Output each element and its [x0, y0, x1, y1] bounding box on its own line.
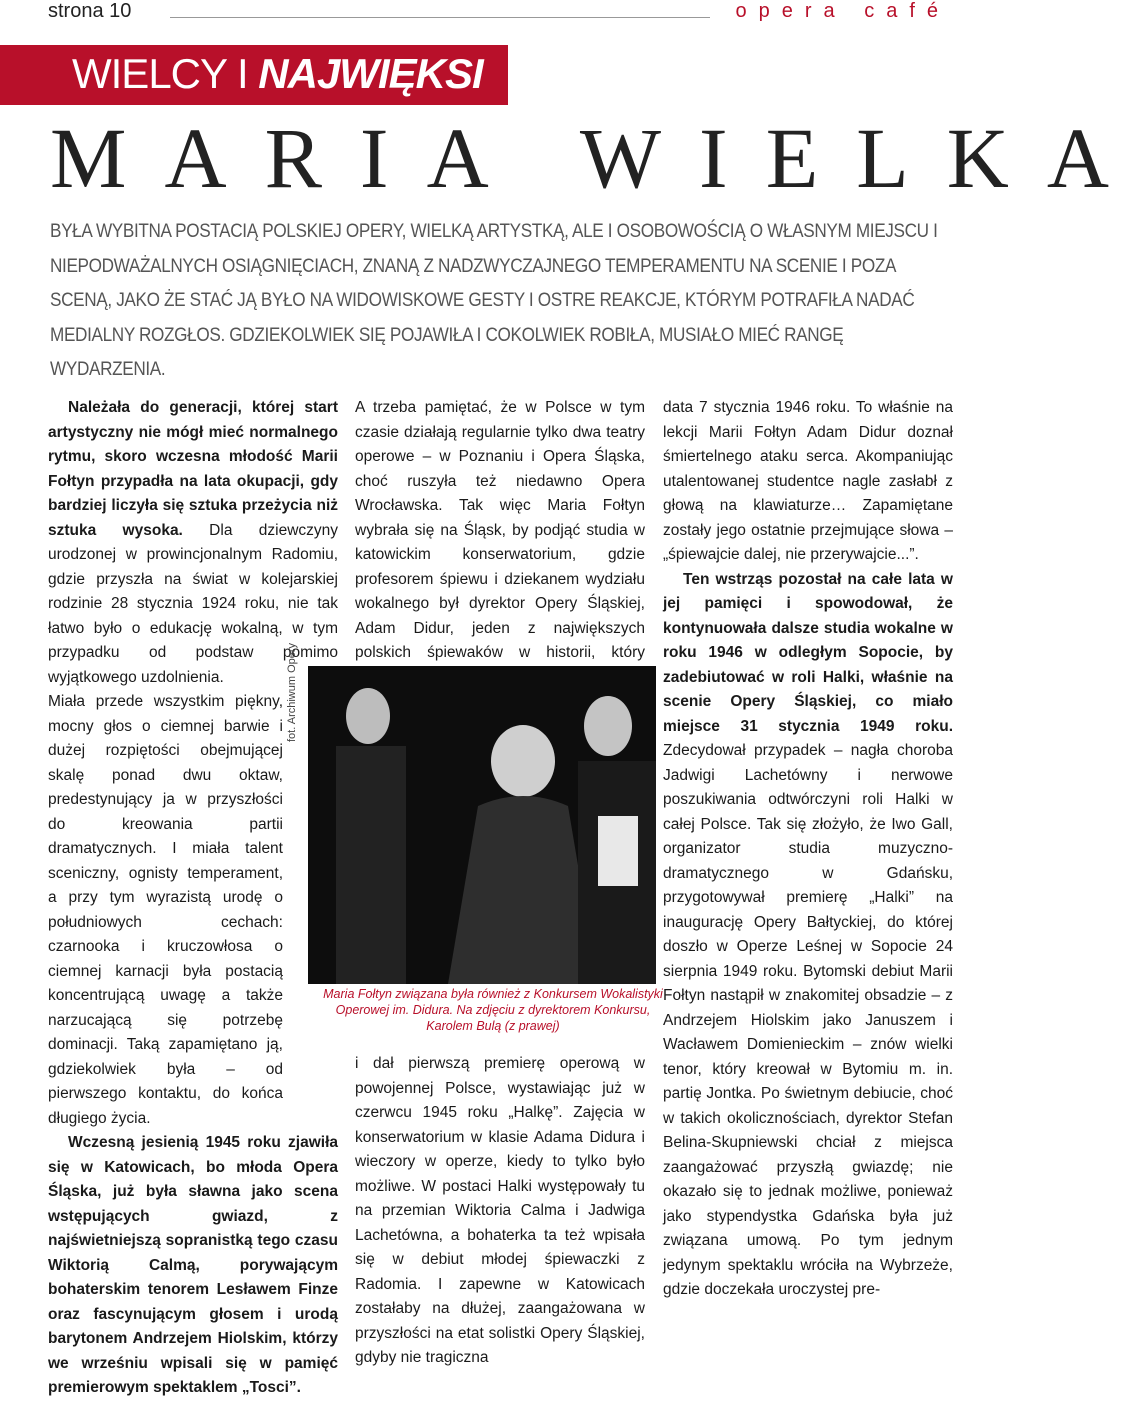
page-number: strona 10 [48, 0, 132, 22]
paragraph-bold: Wczesną jesienią 1945 roku zjawiła się w Katowicach, bo młoda Opera Śląska, już była sławna jako scena wstępujących gwiazd, z najświetniejszą sopranistką tego czasu Wiktorią Calmą, porywającym bohaterskim tenorem Lesławem Finze oraz fascynującym głosem i urodą barytonem Andrzejem Hiolskim, którzy we wrześniu wpisali się w pamięć premierowym spektaklem „Tosci”. [48, 1134, 338, 1396]
bold-intro: Należała do generacji, której start artystyczny nie mógł mieć normalnego rytmu, skoro wczesna młodość Marii Fołtyn przypadła na lata okupacji, gdy bardziej liczyła się sztuka przeżycia niż sztuka wysoka. [48, 399, 338, 539]
column-1 [48, 396, 338, 1401]
section-emphasis: NAJWIĘKSI [258, 50, 483, 97]
photo-illustration [308, 666, 656, 984]
paragraph: i dał pierwszą premierę operową w powojennej Polsce, wystawiając już w czerwcu 1945 roku „Halkę”. Zajęcia w konserwatorium w klasie Adama Didura i wieczory w operze, kiedy to tylko było możliwe. W postaci Halki występowały tu na przemian Wiktoria Calma i Jadwiga Lachetówna, a bohaterka ta też wpisała się w debiut młodej śpiewaczki z Radomia. I zapewne w Katowicach zostałaby na dłużej, zaangażowana w przyszłości na etat solistki Opery Śląskiej, gdyby nie tragiczna [355, 1055, 645, 1366]
bold-text: Ten wstrząs pozostał na całe lata w jej pamięci i spowodował, że kontynuowała dalsze studia wokalne w roku 1946 w odległym Sopocie, by zadebiutować w roli Halki, właśnie na scenie Opery Śląskiej, co miało miejsce 31 stycznia 1949 roku. [663, 570, 953, 735]
body-text: Zdecydował przypadek – nagła choroba Jadwigi Lachetówny i nerwowe poszukiwania odtwórczyni roli Halki w całej Polsce. Tak się złożyło, że Iwo Gall, organizator studia muzyczno-dramatycznego w Gdańsku, przygotowywał premierę „Halki” na inaugurację Opery Bałtyckiej, do której doszło w Operze Leśnej w Sopocie 24 sierpnia 1949 roku. Bytomski debiut Marii Fołtyn nastąpił w znakomitej obsadzie – z Andrzejem Hiolskim jako Januszem i Wacławem Domienieckim – znów wielki tenor, który kreował w Bytomiu m. in. partię Jontka. Po świetnym debiucie, choć w takich okolicznościach, dyrektor Stefan Belina-Skupniewski chciał z miejsca zaangażować przyszłą gwiazdę; nie okazało się to jednak możliwe, ponieważ jako stypendystka Gdańska była już związana umową. Po tym jednym jedynym spektaklu wróciła na Wybrzeże, gdzie doczekała uroczystej pre- [663, 742, 953, 1298]
header-rule [170, 17, 710, 18]
section-title [72, 50, 483, 98]
article-title: MARIA WIELKA [50, 110, 1147, 206]
paragraph [663, 568, 953, 1303]
paragraph: data 7 stycznia 1946 roku. To właśnie na lekcji Marii Fołtyn Adam Didur doznał śmiertelnego ataku serca. Akompaniując utalentowanej studentce nagle zasłabł z głową na klawiaturze… Zapamiętane zostały jego ostatnie przejmujące słowa – „śpiewajcie dalej, nie przerywajcie...”. [663, 399, 953, 563]
column-2-continued [355, 1052, 645, 1371]
paragraph: A trzeba pamiętać, że w Polsce w tym czasie działają regularnie tylko dwa teatry operowe – w Poznaniu i Opera Śląska, choć ruszyła też niedawno Opera Wrocławska. Tak więc Maria Fołtyn wybrała się na Śląsk, by podjąć studia w katowickim konserwatorium, gdzie profesorem śpiewu i dziekanem wydziału wokalnego był dyrektor Opery Śląskiej, Adam Didur, jeden z największych polskich śpiewaków w historii, który [355, 399, 645, 661]
photo [308, 666, 656, 984]
photo-caption: Maria Fołtyn związana była również z Konkursem Wokalistyki Operowej im. Didura. Na zdjęciu z dyrektorem Konkursu, Karolem Bulą (z prawej) [323, 987, 663, 1033]
article-lead: BYŁA WYBITNA POSTACIĄ POLSKIEJ OPERY, WIELKĄ ARTYSTKĄ, ALE I OSOBOWOŚCIĄ O WŁASNYM MIEJSCU I NIEPODWAŻALNYCH OSIĄGNIĘCIACH, ZNANĄ Z NADZWYCZAJNEGO TEMPERAMENTU NA SCENIE I POZA SCENĄ, JAKO ŻE STAĆ JĄ BYŁO NA WIDOWISKOWE GESTY I OSTRE REAKCJE, KTÓRYM POTRAFIŁA NADAĆ MEDIALNY ROZGŁOS. GDZIEKOLWIEK SIĘ POJAWIŁA I COKOLWIEK ROBIŁA, MUSIAŁO MIEĆ RANGĘ WYDARZENIA. [50, 220, 938, 380]
paragraph: Miała przede wszystkim piękny, mocny głos o ciemnej barwie i dużej rozpiętości obejmującej skalę ponad dwu oktaw, predestynujący ja w przyszłości do kreowania partii dramatycznych. I miała talent sceniczny, ognisty temperament, a przy tym wyrazistą urodę o południowych cechach: czarnooka i kruczowłosa o ciemnej karnacji była postacią koncentrującą uwagę a także narzucającą się potrzebę dominacji. Taką zapamiętano ją, gdziekolwiek była – od pierwszego kontaktu, do końca długiego życia. [48, 693, 283, 1127]
magazine-name: opera café [735, 0, 950, 22]
section-prefix: WIELCY I [72, 50, 259, 97]
photo-credit: fot. Archiwum Opery [286, 642, 298, 742]
column-2 [355, 396, 645, 690]
body-text: Dla dziewczyny urodzonej w prowincjonalnym Radomiu, gdzie przyszła na świat w kolejarskiej rodzinie 28 stycznia 1924 roku, nie tak łatwo było o edukację wokalną, w tym przypadku od podstaw pomimo wyjątkowego uzdolnienia. [48, 521, 339, 686]
column-3 [663, 396, 953, 1303]
